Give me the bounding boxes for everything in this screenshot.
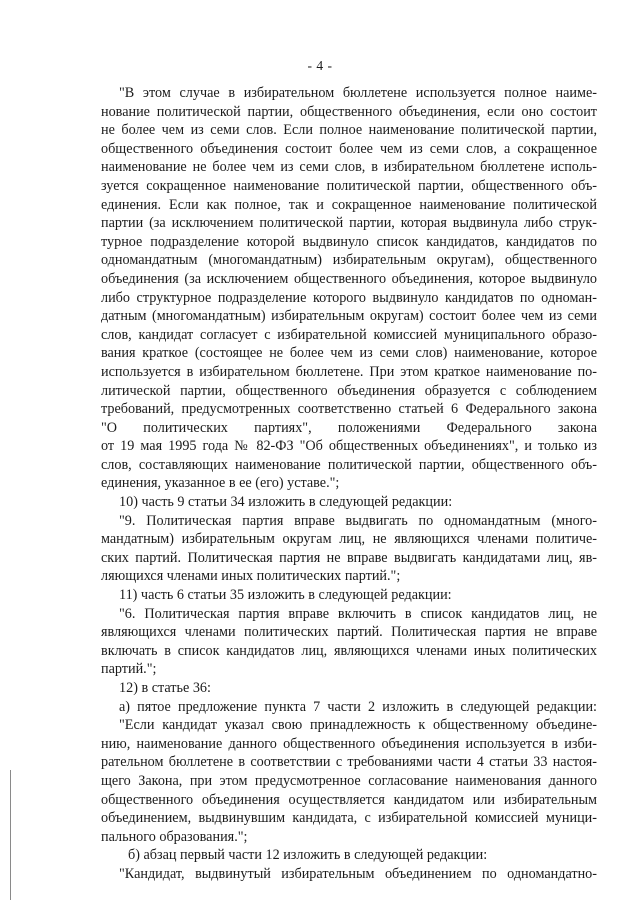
text-line: 10) часть 9 статьи 34 изложить в следующей редакции: [119, 494, 453, 511]
text-line: 11) часть 6 статьи 35 изложить в следующей редакции: [119, 587, 452, 604]
text-line: слов, кандидат согласует с избирательной комиссией муниципального образо- [101, 326, 597, 343]
text-line: "6. Политическая партия вправе включить в список кандидатов лиц, не [119, 605, 597, 622]
text-line: партии (за исключением политической партии, которая выдвинула либо струк- [101, 215, 597, 232]
text-line: партий."; [101, 661, 157, 678]
text-line: ских партий. Политическая партия не вправе выдвигать кандидатами лиц, яв- [101, 549, 597, 566]
text-line: а) пятое предложение пункта 7 части 2 изложить в следующей редакции: [119, 698, 597, 715]
text-line: зуется сокращенное наименование политической партии, общественного объ- [101, 177, 597, 194]
text-line: нование политической партии, общественного объединения, если оно состоит [101, 103, 597, 120]
text-line: "В этом случае в избирательном бюллетене используется полное наиме- [119, 85, 597, 101]
text-line: либо структурное подразделение которого выдвинуло кандидатов по одноман- [101, 289, 597, 306]
scan-edge-line [10, 770, 11, 900]
text-line: рательном бюллетене в соответствии с требованиями части 4 статьи 33 настоя- [101, 754, 597, 771]
text-line: объединением, выдвинувшим кандидата, с избирательной комиссией муници- [101, 810, 597, 827]
page-number: - 4 - [307, 58, 333, 73]
text-line: требований, предусмотренных соответственно статьей 6 Федерального закона [101, 401, 597, 418]
text-line: б) абзац первый части 12 изложить в следующей редакции: [128, 847, 488, 864]
text-line: от 19 мая 1995 года № 82-ФЗ "Об общественных объединениях", и только из [101, 438, 597, 455]
text-line: "Кандидат, выдвинутый избирательным объединением по одномандатно- [119, 865, 597, 882]
document-body [101, 84, 597, 884]
text-line: пального образования."; [101, 828, 248, 845]
text-line: нию, наименование данного общественного объединения используется в изби- [101, 735, 597, 752]
text-line: 12) в статье 36: [119, 680, 211, 696]
text-line: используется в избирательном бюллетене. При этом краткое наименование по- [101, 363, 597, 380]
text-line: наименование не более чем из семи слов, в избирательном бюллетене исполь- [101, 159, 597, 176]
text-line: включать в список кандидатов лиц, являющихся членами иных политических [101, 642, 597, 659]
text-line: "9. Политическая партия вправе выдвигать по одномандатным (много- [119, 512, 597, 529]
text-line: объединения (за исключением общественного объединения, которое выдвинуло [101, 270, 597, 287]
text-line: "Если кандидат указал свою принадлежность к общественному объедине- [119, 717, 597, 734]
text-line: общественного объединения состоит более чем из семи слов, а сокращенное [101, 140, 597, 157]
text-line: "О политических партиях", положениями Федерального закона [101, 419, 597, 436]
text-line: не более чем из семи слов. Если полное наименование политической партии, [101, 122, 597, 139]
text-line: одномандатным (многомандатным) избирательным округам), общественного [101, 252, 597, 269]
text-line: датным (многомандатным) избирательным округам) состоит более чем из семи [101, 308, 597, 325]
text-line: единения, указанное в ее (его) уставе."; [101, 475, 340, 492]
text-line: щего Закона, при этом предусмотренное согласование наименования данного [101, 772, 597, 789]
text-line: вания краткое (состоящее не более чем из семи слов) наименование, которое [101, 345, 597, 362]
text-line: слов, составляющих наименование политической партии, общественного объ- [101, 456, 597, 473]
text-line: мандатным) избирательным округам лиц, не являющихся членами политиче- [101, 531, 597, 548]
text-line: ляющихся членами иных политических партий."; [101, 568, 401, 585]
text-line: литической партии, общественного объединения образуется с соблюдением [101, 382, 597, 399]
text-line: общественного объединения осуществляется кандидатом или избирательным [101, 791, 597, 808]
text-line: являющихся членами политических партий. Политическая партия не вправе [101, 624, 597, 641]
text-line: единения. Если как полное, так и сокращенное наименование политической [101, 196, 597, 213]
text-line: турное подразделение которой выдвинуло список кандидатов, кандидатов по [101, 233, 597, 250]
